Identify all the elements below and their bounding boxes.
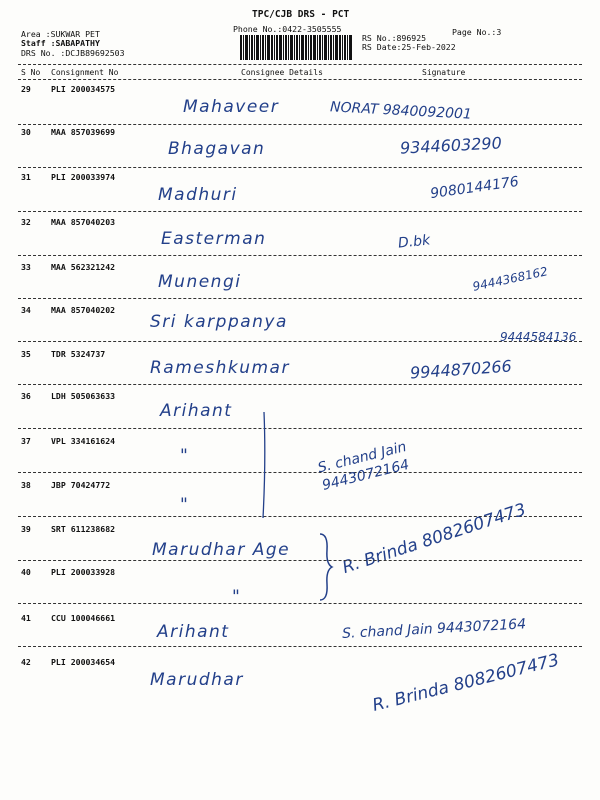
row-sno: 36 [21, 391, 31, 401]
row-sno: 30 [21, 127, 31, 137]
row-rule [18, 255, 582, 256]
row-consignee: Munengi [158, 272, 242, 292]
row-sno: 34 [21, 305, 31, 315]
row-consignment: SRT 611238682 [51, 524, 116, 534]
row-sno: 33 [21, 262, 31, 272]
row-consignment: PLI 200034575 [51, 84, 116, 94]
row-consignee: Arihant [157, 622, 230, 642]
row-signature: 9944870266 [409, 356, 513, 383]
drs-number: DRS No. :DCJB89692503 [21, 48, 125, 58]
row-rule [18, 646, 582, 647]
phone-number: Phone No.:0422-3505555 [233, 24, 342, 34]
row-consignee: Arihant [160, 401, 233, 421]
row-consignee: Marudhar Age [152, 540, 291, 560]
row-signature: NORAT 9840092001 [329, 99, 473, 123]
rs-date: RS Date:25-Feb-2022 [362, 42, 456, 52]
row-consignment: MAA 857040202 [51, 305, 116, 315]
header-rule-bottom [18, 79, 582, 80]
row-rule [18, 560, 582, 561]
row-consignee: Mahaveer [183, 97, 280, 117]
row-consignment: PLI 200033928 [51, 567, 116, 577]
row-sno: 29 [21, 84, 31, 94]
row-sno: 39 [21, 524, 31, 534]
row-rule [18, 341, 582, 342]
row-consignee: Marudhar [150, 670, 244, 690]
page-number: Page No.:3 [452, 27, 502, 37]
row-consignment: VPL 334161624 [51, 436, 116, 446]
row-signature: R. Brinda 8082607473 [340, 499, 529, 578]
col-consignee: Consignee Details [241, 68, 323, 77]
row-consignment: MAA 857040203 [51, 217, 116, 227]
row-signature: S. chand Jain 9443072164 [316, 438, 411, 494]
row-signature: 9444584136 [500, 330, 577, 344]
handwritten-brace [318, 532, 334, 602]
row-consignee: Easterman [161, 229, 267, 249]
barcode [240, 35, 352, 60]
row-consignee: Bhagavan [168, 139, 266, 159]
row-signature: S. chand Jain 9443072164 [341, 616, 527, 642]
handwritten-line [260, 410, 268, 520]
row-consignment: MAA 562321242 [51, 262, 116, 272]
row-consignment: LDH 505063633 [51, 391, 116, 401]
header-rule-top [18, 64, 582, 65]
row-consignment: CCU 100046661 [51, 613, 116, 623]
row-sno: 32 [21, 217, 31, 227]
row-consignee: " [180, 495, 190, 515]
row-consignee: Madhuri [158, 185, 238, 205]
row-sno: 41 [21, 613, 31, 623]
row-sno: 40 [21, 567, 31, 577]
row-signature: 9080144176 [429, 173, 520, 203]
staff: Staff :SABAPATHY [21, 38, 100, 48]
row-signature: R. Brinda 8082607473 [370, 650, 562, 716]
row-rule [18, 472, 582, 473]
area: Area :SUKWAR PET [21, 29, 100, 39]
row-rule [18, 124, 582, 125]
row-sno: 31 [21, 172, 31, 182]
row-sno: 38 [21, 480, 31, 490]
row-sno: 35 [21, 349, 31, 359]
row-consignment: MAA 857039699 [51, 127, 116, 137]
row-rule [18, 384, 582, 385]
row-consignee: Rameshkumar [150, 358, 290, 378]
row-signature: 9444368162 [471, 264, 549, 294]
row-signature: D.bk [397, 232, 431, 252]
row-signature: 9344603290 [399, 133, 503, 158]
rs-number: RS No.:896925 [362, 33, 427, 43]
row-consignee: " [232, 587, 242, 607]
col-sno: S No [21, 68, 41, 77]
row-rule [18, 167, 582, 168]
row-consignment: TDR 5324737 [51, 349, 106, 359]
col-consignment: Consignment No [51, 68, 119, 77]
row-sno: 42 [21, 657, 31, 667]
col-signature: Signature [422, 68, 466, 77]
row-rule [18, 298, 582, 299]
row-consignee: " [180, 446, 190, 466]
report-title: TPC/CJB DRS - PCT [252, 9, 350, 20]
row-rule [18, 428, 582, 429]
row-rule [18, 211, 582, 212]
row-consignment: PLI 200033974 [51, 172, 116, 182]
row-rule [18, 603, 582, 604]
row-consignment: PLI 200034654 [51, 657, 116, 667]
row-sno: 37 [21, 436, 31, 446]
row-consignee: Sri karppanya [150, 312, 288, 332]
row-consignment: JBP 70424772 [51, 480, 111, 490]
